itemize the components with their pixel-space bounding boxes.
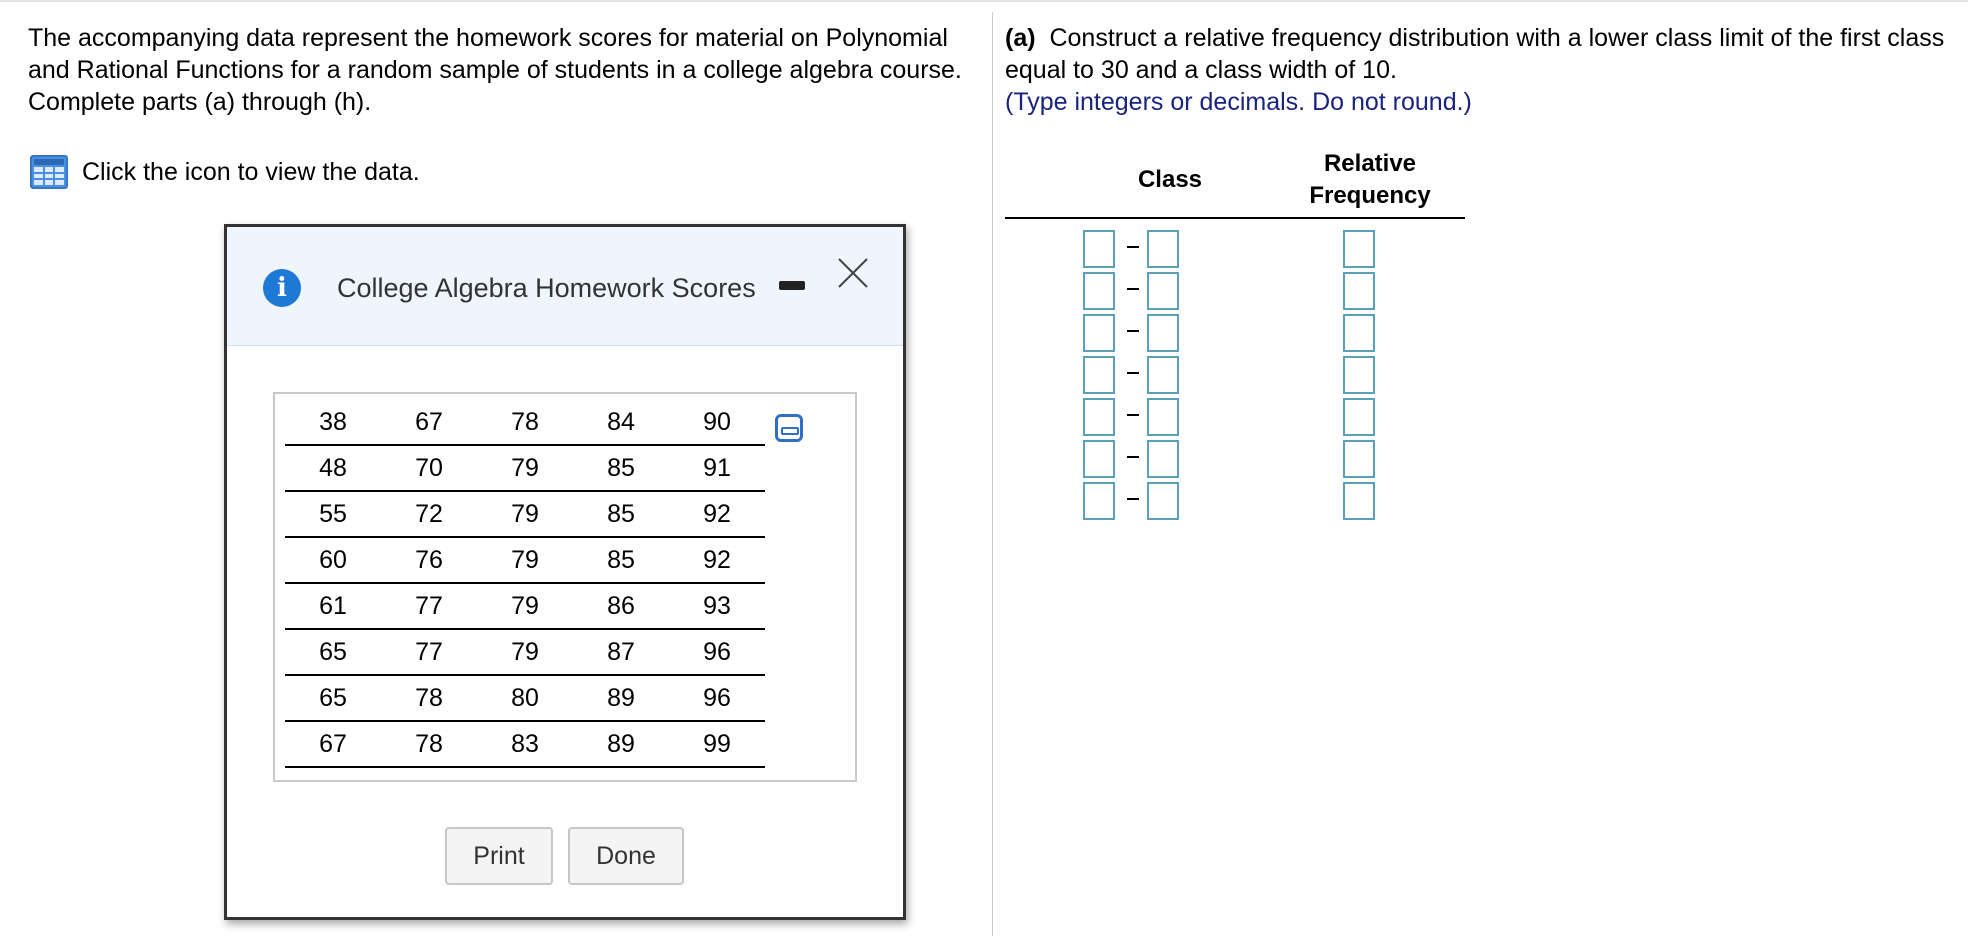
minimize-icon[interactable]	[779, 281, 805, 290]
score-cell: 91	[669, 445, 765, 491]
class-separator	[1127, 372, 1139, 374]
class-lower-input[interactable]	[1083, 482, 1115, 520]
class-separator	[1127, 456, 1139, 458]
score-cell: 78	[381, 721, 477, 767]
score-cell: 76	[381, 537, 477, 583]
question-text	[1005, 22, 1955, 118]
scores-table	[285, 400, 765, 768]
table-row	[285, 629, 765, 675]
table-row	[285, 583, 765, 629]
score-cell: 60	[285, 537, 381, 583]
question-body: Construct a relative frequency distribution with a lower class limit of the first class equal to 30 and a class width of 10.	[1005, 24, 1945, 84]
relative-frequency-input[interactable]	[1343, 314, 1375, 352]
score-cell: 89	[573, 675, 669, 721]
score-cell: 85	[573, 491, 669, 537]
class-row	[1005, 310, 1465, 354]
score-cell: 65	[285, 675, 381, 721]
relative-frequency-input[interactable]	[1343, 440, 1375, 478]
table-row	[285, 721, 765, 767]
class-lower-input[interactable]	[1083, 398, 1115, 436]
class-upper-input[interactable]	[1147, 314, 1179, 352]
relative-frequency-input[interactable]	[1343, 482, 1375, 520]
answer-hint: (Type integers or decimals. Do not round.)	[1005, 88, 1472, 116]
class-upper-input[interactable]	[1147, 356, 1179, 394]
score-cell: 79	[477, 537, 573, 583]
score-cell: 90	[669, 400, 765, 445]
class-separator	[1127, 246, 1139, 248]
relative-frequency-input[interactable]	[1343, 272, 1375, 310]
score-cell: 38	[285, 400, 381, 445]
class-lower-input[interactable]	[1083, 356, 1115, 394]
class-separator	[1127, 414, 1139, 416]
score-cell: 79	[477, 629, 573, 675]
score-cell: 99	[669, 721, 765, 767]
table-row	[285, 400, 765, 445]
table-row	[285, 537, 765, 583]
class-row	[1005, 478, 1465, 522]
score-cell: 83	[477, 721, 573, 767]
score-cell: 80	[477, 675, 573, 721]
score-cell: 67	[285, 721, 381, 767]
class-row	[1005, 436, 1465, 480]
dialog-title: College Algebra Homework Scores	[337, 273, 756, 303]
score-cell: 89	[573, 721, 669, 767]
score-cell: 96	[669, 629, 765, 675]
score-cell: 78	[381, 675, 477, 721]
left-pane	[0, 2, 992, 936]
score-cell: 70	[381, 445, 477, 491]
score-cell: 55	[285, 491, 381, 537]
class-lower-input[interactable]	[1083, 272, 1115, 310]
pane-divider	[992, 12, 993, 936]
class-lower-input[interactable]	[1083, 440, 1115, 478]
header-class: Class	[1137, 166, 1203, 193]
score-cell: 48	[285, 445, 381, 491]
score-cell: 77	[381, 629, 477, 675]
score-cell: 67	[381, 400, 477, 445]
close-icon[interactable]	[835, 255, 871, 291]
done-button[interactable]: Done	[568, 827, 684, 885]
class-upper-input[interactable]	[1147, 398, 1179, 436]
score-cell: 84	[573, 400, 669, 445]
class-lower-input[interactable]	[1083, 230, 1115, 268]
score-cell: 93	[669, 583, 765, 629]
info-icon: i	[263, 269, 301, 307]
class-upper-input[interactable]	[1147, 440, 1179, 478]
relative-frequency-input[interactable]	[1343, 356, 1375, 394]
part-label: (a)	[1005, 24, 1036, 52]
score-cell: 85	[573, 445, 669, 491]
relative-frequency-input[interactable]	[1343, 398, 1375, 436]
score-cell: 92	[669, 537, 765, 583]
score-cell: 92	[669, 491, 765, 537]
class-row	[1005, 394, 1465, 438]
scores-box	[273, 392, 857, 782]
score-cell: 86	[573, 583, 669, 629]
score-cell: 79	[477, 445, 573, 491]
dialog-header	[227, 227, 903, 346]
class-row	[1005, 268, 1465, 312]
header-rel-line2: Frequency	[1309, 182, 1431, 209]
print-button[interactable]: Print	[445, 827, 553, 885]
class-separator	[1127, 498, 1139, 500]
header-rel-line1: Relative	[1323, 150, 1417, 177]
score-cell: 87	[573, 629, 669, 675]
class-row	[1005, 352, 1465, 396]
class-separator	[1127, 330, 1139, 332]
intro-text: The accompanying data represent the homework scores for material on Polynomial and Rational Functions for a random sample of students in a college algebra course. Complete parts (a) through (h).	[28, 24, 962, 116]
table-row	[285, 445, 765, 491]
grid-icon[interactable]	[30, 155, 68, 189]
view-data-label[interactable]: Click the icon to view the data.	[82, 157, 420, 186]
class-separator	[1127, 288, 1139, 290]
score-cell: 96	[669, 675, 765, 721]
header-relative-frequency	[1275, 148, 1465, 212]
relative-frequency-input[interactable]	[1343, 230, 1375, 268]
class-row	[1005, 226, 1465, 270]
class-upper-input[interactable]	[1147, 482, 1179, 520]
score-cell: 77	[381, 583, 477, 629]
class-upper-input[interactable]	[1147, 272, 1179, 310]
score-cell: 79	[477, 583, 573, 629]
table-row	[285, 491, 765, 537]
score-cell: 78	[477, 400, 573, 445]
copy-icon[interactable]	[775, 414, 803, 442]
class-upper-input[interactable]	[1147, 230, 1179, 268]
score-cell: 72	[381, 491, 477, 537]
table-row	[285, 675, 765, 721]
view-data-link[interactable]	[30, 155, 420, 189]
header-rule	[1005, 217, 1465, 219]
class-lower-input[interactable]	[1083, 314, 1115, 352]
score-cell: 65	[285, 629, 381, 675]
data-dialog	[224, 224, 906, 920]
score-cell: 85	[573, 537, 669, 583]
score-cell: 79	[477, 491, 573, 537]
score-cell: 61	[285, 583, 381, 629]
